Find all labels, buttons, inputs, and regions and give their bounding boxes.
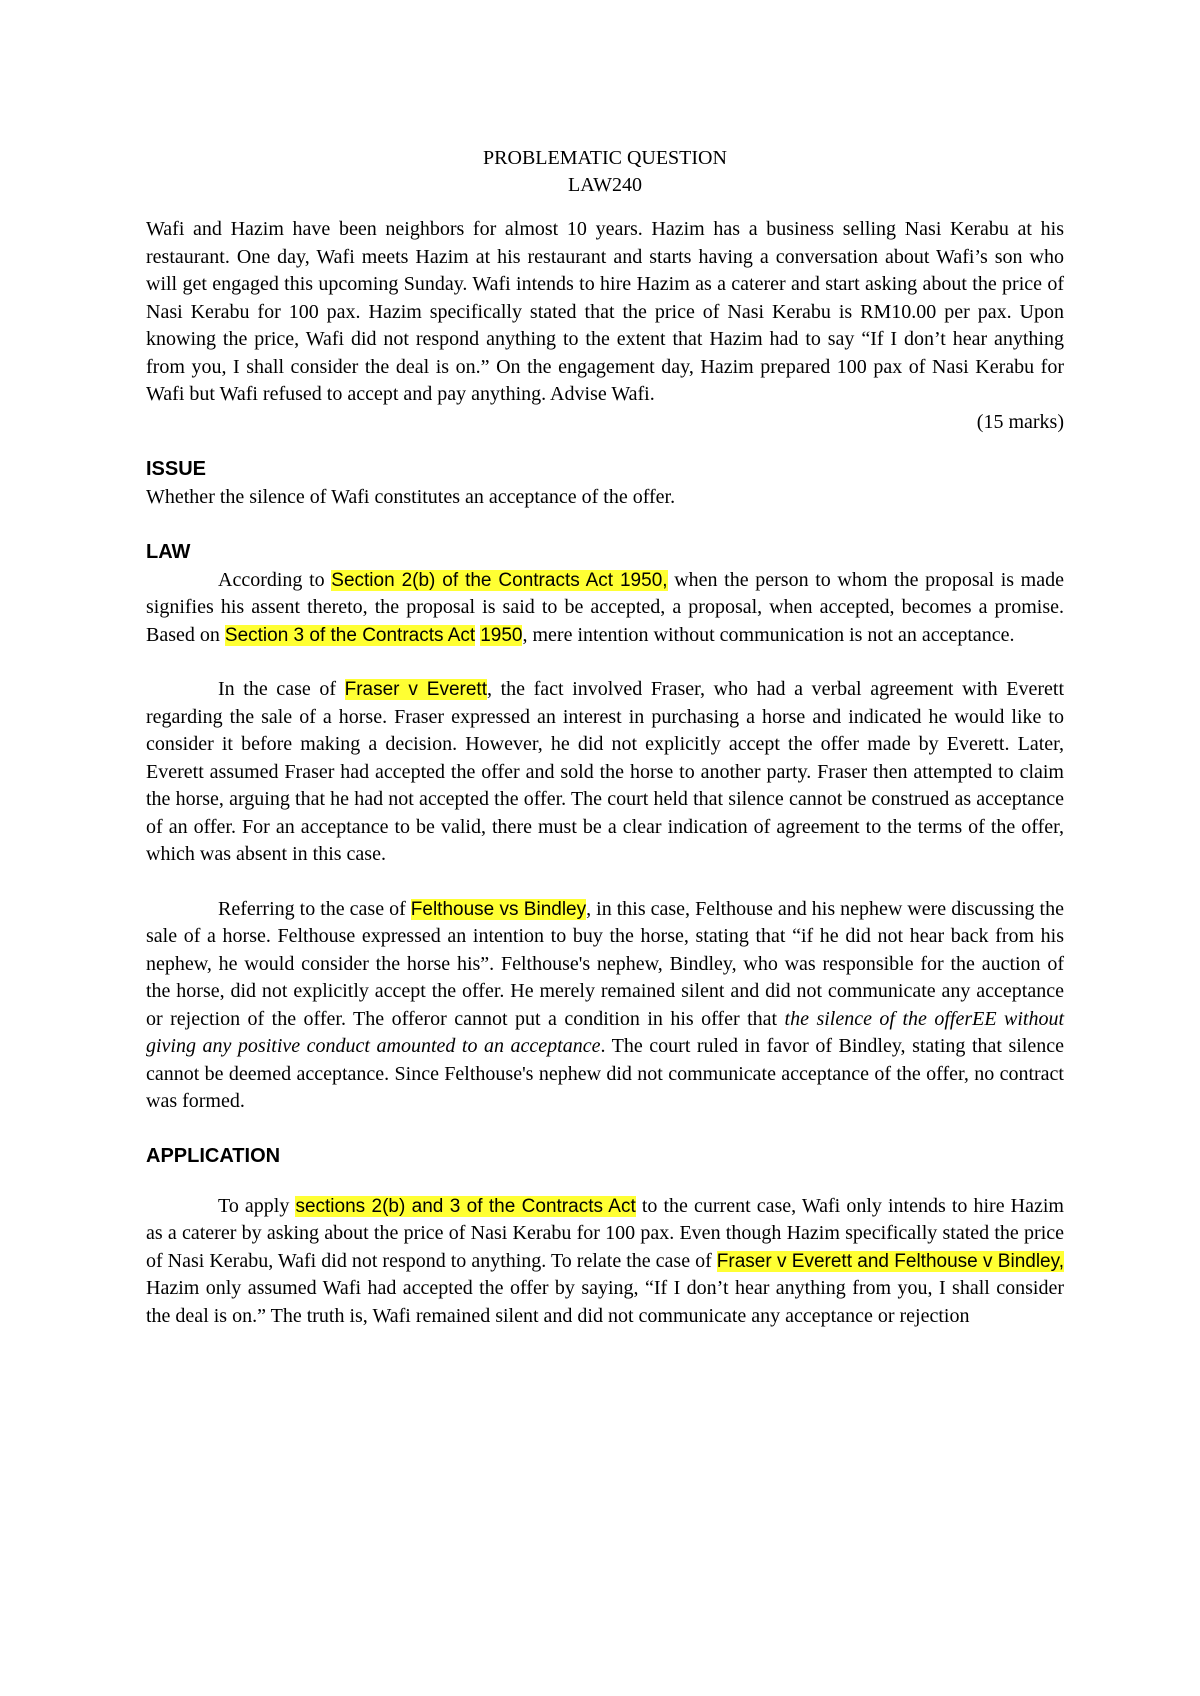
app-p1-text-3: Hazim only assumed Wafi had accepted the offer by saying, “If I don’t hear anything from you, I shall consider the deal is on.” The truth is, Wafi remained silent and did not communicate any acceptance or rejection bbox=[146, 1277, 1064, 1327]
law-paragraph-2 bbox=[146, 676, 1064, 869]
document-title: PROBLEMATIC QUESTION bbox=[483, 147, 727, 169]
question-marks: (15 marks) bbox=[976, 410, 1064, 433]
law-p3-italic-text: the silence of the offerEE without giving any positive conduct amounted to an acceptance bbox=[146, 1007, 1065, 1057]
law-p1-text-4: , mere intention without communication is not an acceptance. bbox=[522, 623, 1015, 646]
law-paragraph-3 bbox=[146, 896, 1064, 1116]
highlight-fraser-felthouse: Fraser v Everett and Felthouse v Bindley, bbox=[716, 1250, 1064, 1272]
title-block bbox=[146, 145, 1064, 199]
question-paragraph: Wafi and Hazim have been neighbors for almost 10 years. Hazim has a business selling Nasi Kerabu at his restaurant. One day, Wafi meets Hazim at his restaurant and starts having a conversation about Wafi’s son who will get engaged this upcoming Sunday. Wafi intends to hire Hazim as a caterer and start asking about the price of Nasi Kerabu for 100 pax. Hazim specifically stated that the price of Nasi Kerabu is RM10.00 per pax. Upon knowing the price, Wafi did not respond anything to the extent that Hazim had to say “If I don’t hear anything from you, I shall consider the deal is on.” On the engagement day, Hazim prepared 100 pax of Nasi Kerabu for Wafi but Wafi refused to accept and pay anything. Advise Wafi. bbox=[146, 218, 1064, 405]
highlight-year-1950: 1950 bbox=[480, 624, 523, 646]
law-heading: LAW bbox=[146, 540, 191, 563]
highlight-sections-2b-3: sections 2(b) and 3 of the Contracts Act bbox=[295, 1195, 636, 1217]
application-heading: APPLICATION bbox=[146, 1144, 281, 1167]
law-p3-text-2: , in this case, Felthouse and his nephew were discussing the sale of a horse. Felthouse expressed an intention to buy the horse, stating that “if he did not hear back from his nephew, he would consider the horse his”. Felthouse's nephew, Bindley, who was responsible for the auction of the horse, did not explicitly accept the offer. He merely remained silent and did not communicate any acceptance or rejection of the offer. The offeror cannot put a condition in his offer that bbox=[146, 897, 1064, 1030]
app-p1-text-1: To apply bbox=[218, 1194, 296, 1217]
law-p1-text-2: when the person to whom the proposal is made signifies his assent thereto, the proposal is said to be accepted, a proposal, when accepted, becomes a promise. Based on bbox=[146, 568, 1064, 646]
law-paragraph-1 bbox=[146, 567, 1064, 650]
law-p3-text-3: . The court ruled in favor of Bindley, stating that silence cannot be deemed acceptance. Since Felthouse's nephew did not communicate acceptance of the offer, no contract was formed. bbox=[146, 1035, 1065, 1112]
application-paragraph-1 bbox=[146, 1193, 1064, 1331]
law-p2-text-1: In the case of bbox=[218, 678, 345, 700]
law-p3-text-1: Referring to the case of bbox=[218, 897, 411, 920]
highlight-section-2b: Section 2(b) of the Contracts Act 1950, bbox=[331, 569, 668, 591]
course-code: LAW240 bbox=[568, 174, 642, 196]
law-p2-text-2: , the fact involved Fraser, who had a verbal agreement with Everett regarding the sale of a horse. Fraser expressed an interest in purchasing a horse and indicated he would like to consider it before making a decision. However, he did not explicitly accept the offer made by Everett. Later, Everett assumed Fraser had accepted the offer and sold the horse to another party. Fraser then attempted to claim the horse, arguing that he had not accepted the offer. The court held that silence cannot be construed as acceptance of an offer. For an acceptance to be valid, there must be a clear indication of agreement to the terms of the offer, which was absent in this case. bbox=[146, 678, 1065, 865]
app-p1-text-2: to the current case, Wafi only intends to hire Hazim as a caterer by asking about the price of Nasi Kerabu for 100 pax. Even though Hazim specifically stated the price of Nasi Kerabu, Wafi did not respond to anything. To relate the case of bbox=[146, 1194, 1064, 1272]
issue-heading: ISSUE bbox=[146, 458, 207, 480]
law-p1-text-1: According to bbox=[218, 568, 332, 591]
highlight-section-3: Section 3 of the Contracts Act bbox=[224, 624, 476, 646]
issue-text: Whether the silence of Wafi constitutes an acceptance of the offer. bbox=[146, 486, 676, 508]
highlight-fraser-v-everett: Fraser v Everett bbox=[344, 679, 487, 700]
highlight-felthouse-vs-bindley: Felthouse vs Bindley bbox=[410, 898, 587, 920]
